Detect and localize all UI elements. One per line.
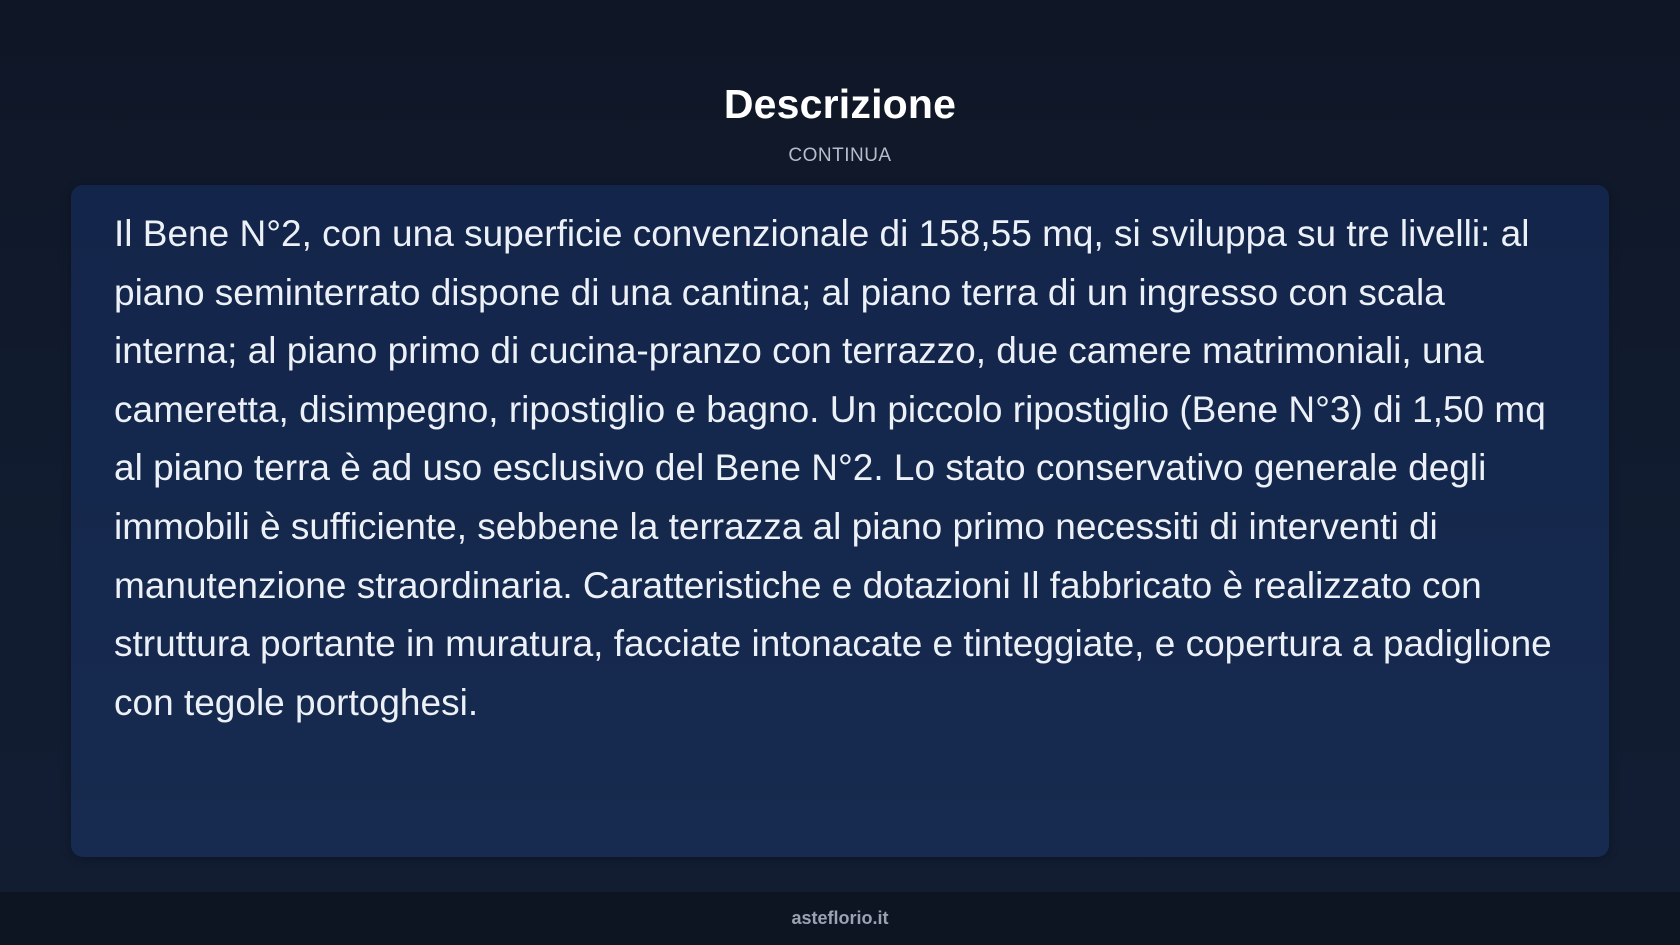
description-card xyxy=(71,185,1609,857)
page-title: Descrizione xyxy=(723,81,957,127)
top-band xyxy=(0,0,1680,64)
footer-brand: asteflorio.it xyxy=(791,908,889,928)
description-text: Il Bene N°2, con una superficie convenzionale di 158,55 mq, si sviluppa su tre livelli: al piano seminterrato dispone di una cantina; al piano terra di un ingresso con scala interna; al piano primo di cucina-pranzo con terrazzo, due camere matrimoniali, una cameretta, disimpegno, ripostiglio e bagno. Un piccolo ripostiglio (Bene N°3) di 1,50 mq al piano terra è ad uso esclusivo del Bene N°2. Lo stato conservativo generale degli immobili è sufficiente, sebbene la terrazza al piano primo necessiti di interventi di manutenzione straordinaria. Caratteristiche e dotazioni Il fabbricato è realizzato con struttura portante in muratura, facciate intonacate e tinteggiate, e copertura a padiglione con tegole portoghesi. xyxy=(114,213,1552,723)
footer-bar xyxy=(0,892,1680,945)
page-subtitle: CONTINUA xyxy=(788,145,892,166)
slide-header xyxy=(0,78,1680,167)
